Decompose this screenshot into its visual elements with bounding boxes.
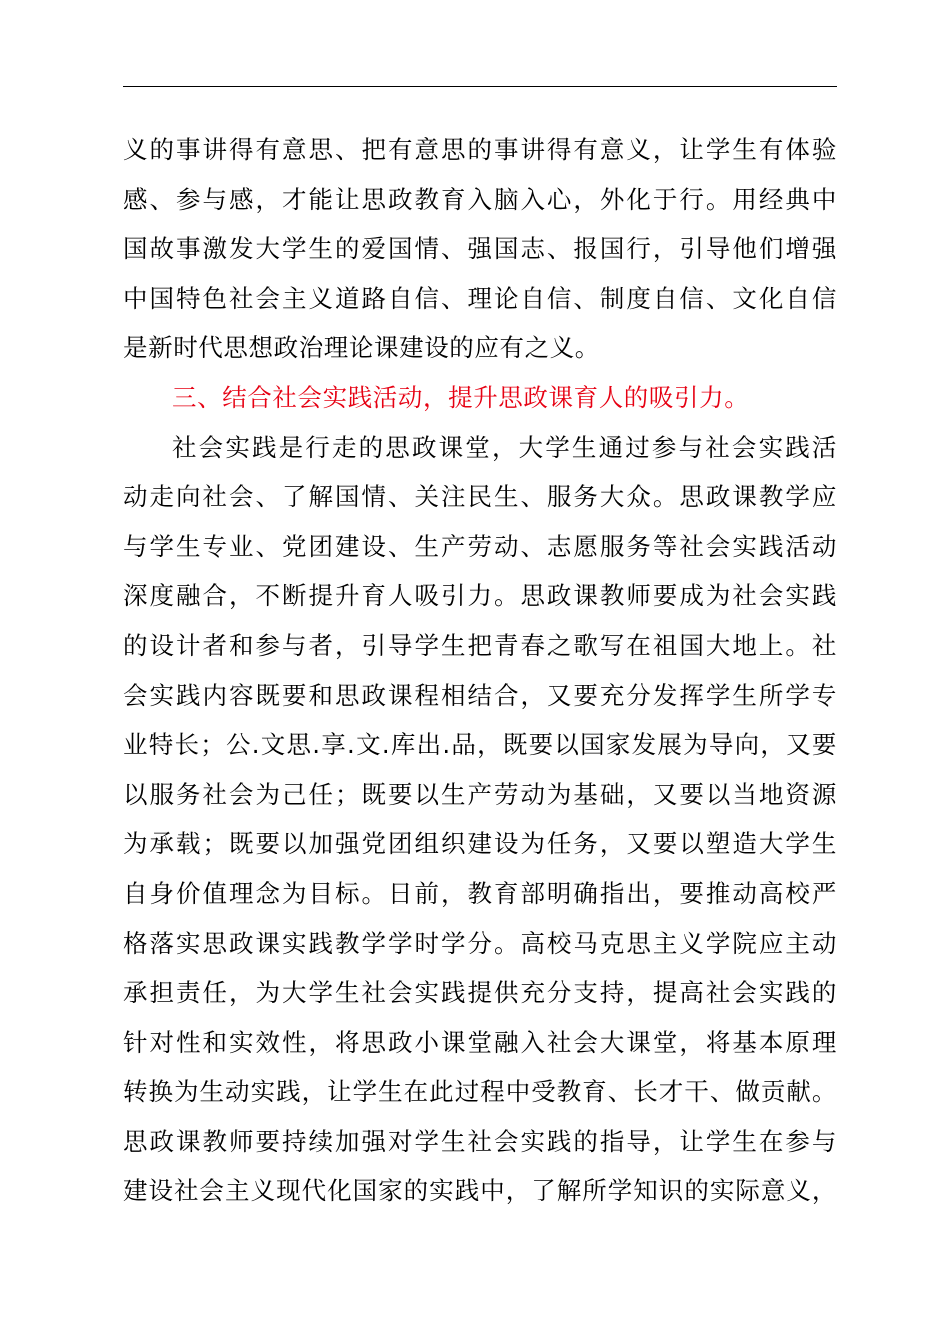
paragraph-line: 会实践内容既要和思政课程相结合，又要充分发挥学生所学专 <box>123 680 837 710</box>
paragraph-line: 针对性和实效性，将思政小课堂融入社会大课堂，将基本原理 <box>123 1027 837 1057</box>
paragraph-line: 动走向社会、了解国情、关注民生、服务大众。思政课教学应 <box>123 482 837 512</box>
paragraph-line: 与学生专业、党团建设、生产劳动、志愿服务等社会实践活动 <box>123 531 837 561</box>
paragraph-line: 感、参与感，才能让思政教育入脑入心，外化于行。用经典中 <box>123 184 837 214</box>
paragraph-line: 格落实思政课实践教学学时学分。高校马克思主义学院应主动 <box>123 928 837 958</box>
paragraph-line: 义的事讲得有意思、把有意思的事讲得有意义，让学生有体验 <box>123 135 837 164</box>
paragraph-line: 思政课教师要持续加强对学生社会实践的指导，让学生在参与 <box>123 1126 837 1156</box>
paragraph-line: 国故事激发大学生的爱国情、强国志、报国行，引导他们增强 <box>123 234 837 264</box>
paragraph-line: 转换为生动实践，让学生在此过程中受教育、长才干、做贡献。 <box>123 1077 837 1107</box>
paragraph-line: 是新时代思想政治理论课建设的应有之义。 <box>123 333 600 363</box>
paragraph-line: 业特长；公.文思.享.文.库出.品，既要以国家发展为导向，又要 <box>123 730 837 760</box>
paragraph-line: 承担责任，为大学生社会实践提供充分支持，提高社会实践的 <box>123 978 837 1008</box>
paragraph-line: 的设计者和参与者，引导学生把青春之歌写在祖国大地上。社 <box>123 630 837 660</box>
paragraph-line: 深度融合，不断提升育人吸引力。思政课教师要成为社会实践 <box>123 581 837 611</box>
section-heading: 三、结合社会实践活动，提升思政课育人的吸引力。 <box>172 382 750 412</box>
paragraph-line: 为承载；既要以加强党团组织建设为任务，又要以塑造大学生 <box>123 829 837 859</box>
body-text <box>123 125 837 1216</box>
paragraph-line: 社会实践是行走的思政课堂，大学生通过参与社会实践活 <box>172 432 837 462</box>
paragraph-line: 自身价值理念为目标。日前，教育部明确指出，要推动高校严 <box>123 878 837 908</box>
paragraph-line: 以服务社会为己任；既要以生产劳动为基础，又要以当地资源 <box>123 779 837 809</box>
header-rule <box>123 86 837 87</box>
paragraph-line: 建设社会主义现代化国家的实践中，了解所学知识的实际意义， <box>123 1176 837 1206</box>
paragraph-line: 中国特色社会主义道路自信、理论自信、制度自信、文化自信 <box>123 283 837 313</box>
